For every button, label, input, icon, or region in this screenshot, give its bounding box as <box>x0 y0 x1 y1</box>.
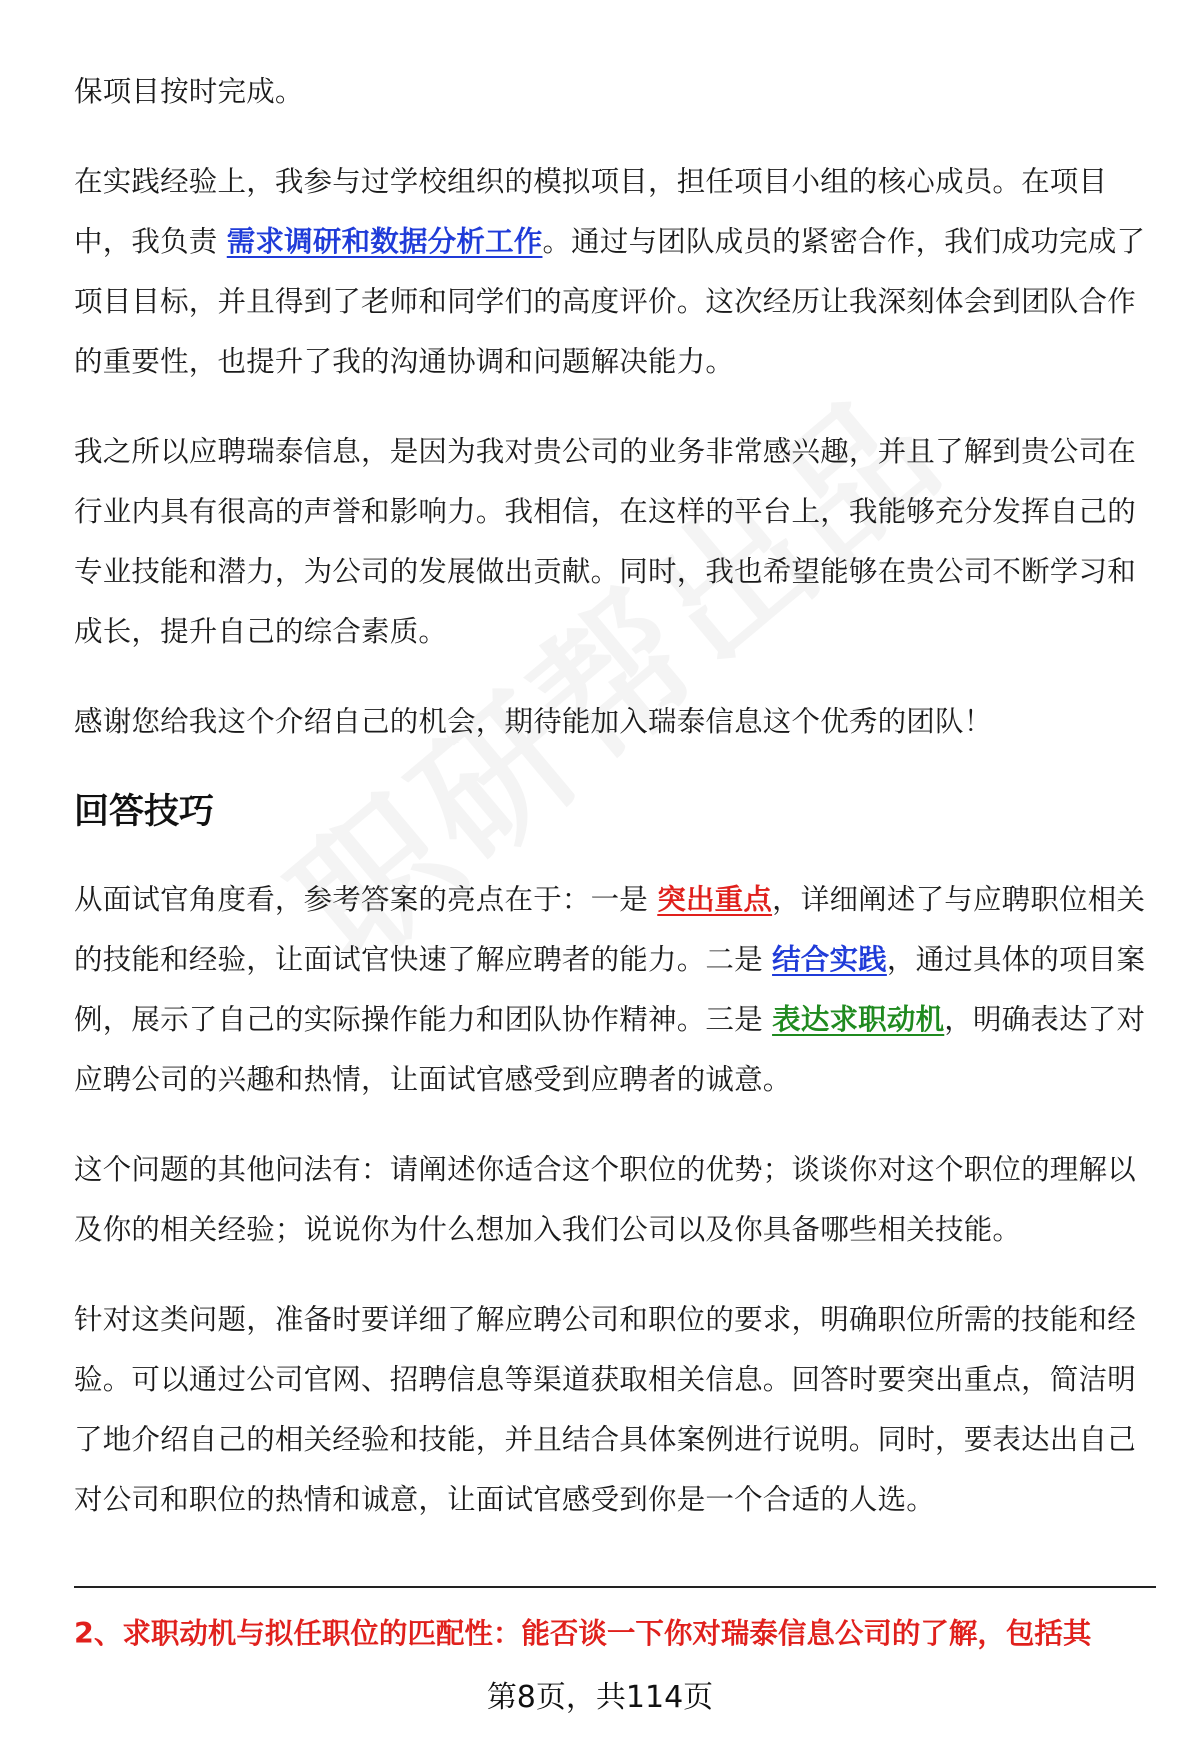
highlight-key-points: 突出重点 <box>657 883 773 916</box>
paragraph-motivation: 我之所以应聘瑞泰信息，是因为我对贵公司的业务非常感兴趣，并且了解到贵公司在行业内具有很高的声誉和影响力。我相信，在这样的平台上，我能够充分发挥自己的专业技能和潜力，为公司的发展做出贡献。同时，我也希望能够在贵公司不断学习和成长，提升自己的综合素质。 <box>74 435 1136 648</box>
paragraph-thanks: 感谢您给我这个介绍自己的机会，期待能加入瑞泰信息这个优秀的团队！ <box>74 705 993 738</box>
paragraph-text: 从面试官角度看，参考答案的亮点在于：一是 <box>74 883 658 916</box>
highlight-practice: 结合实践 <box>772 943 887 976</box>
highlight-requirements-research: 需求调研和数据分析工作 <box>226 225 543 258</box>
paragraph-preparation-advice: 针对这类问题，准备时要详细了解应聘公司和职位的要求，明确职位所需的技能和经验。可以通过公司官网、招聘信息等渠道获取相关信息。回答时要突出重点，简洁明了地介绍自己的相关经验和技能，并且结合具体案例进行说明。同时，要表达出自己对公司和职位的热情和诚意，让面试官感受到你是一个合适的人选。 <box>74 1303 1136 1516</box>
paragraph-text: ，明确表达了对应聘公司的兴趣和热情，让面试官感受到应聘者的诚意。 <box>74 1003 1146 1096</box>
document-body <box>74 62 1156 1560</box>
paragraph-project-completion: 保项目按时完成。 <box>74 75 304 108</box>
paragraph-practice-experience <box>74 152 1156 392</box>
page-number-footer: 第8页，共114页 <box>486 1680 714 1715</box>
paragraph-tips-highlights <box>74 870 1156 1110</box>
section-divider <box>74 1586 1156 1588</box>
next-question-heading: 2、求职动机与拟任职位的匹配性：能否谈一下你对瑞泰信息公司的了解，包括其 <box>74 1617 1092 1650</box>
paragraph-text: 。通过与团队成员的紧密合作，我们成功完成了项目目标，并且得到了老师和同学们的高度评价。这次经历让我深刻体会到团队合作的重要性，也提升了我的沟通协调和问题解决能力。 <box>74 225 1146 378</box>
paragraph-text: ，详细阐述了与应聘职位相关的技能和经验，让面试官快速了解应聘者的能力。二是 <box>74 883 1146 976</box>
section-heading-answer-tips: 回答技巧 <box>74 792 215 832</box>
paragraph-alternative-questions: 这个问题的其他问法有：请阐述你适合这个职位的优势；谈谈你对这个职位的理解以及你的相关经验；说说你为什么想加入我们公司以及你具备哪些相关技能。 <box>74 1153 1136 1246</box>
paragraph-text: ，通过具体的项目案例，展示了自己的实际操作能力和团队协作精神。三是 <box>74 943 1146 1036</box>
highlight-motivation: 表达求职动机 <box>772 1003 945 1036</box>
paragraph-text: 在实践经验上，我参与过学校组织的模拟项目，担任项目小组的核心成员。在项目中，我负责 <box>74 165 1108 258</box>
